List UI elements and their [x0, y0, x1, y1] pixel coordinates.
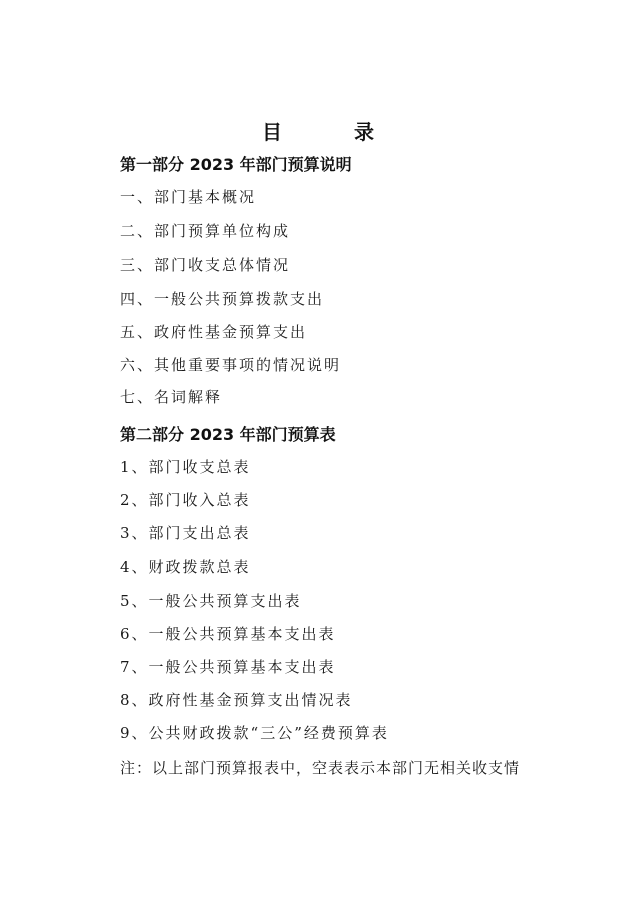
toc-item-part2-8: 8、政府性基金预算支出情况表: [120, 691, 353, 709]
toc-item-part2-9: 9、公共财政拨款“三公”经费预算表: [120, 724, 389, 742]
toc-item-part2-3: 3、部门支出总表: [120, 524, 251, 542]
part1-heading: 第一部分 2023 年部门预算说明: [120, 155, 352, 174]
toc-item-part2-4: 4、财政拨款总表: [120, 558, 251, 576]
toc-item-part1-1: 一、部门基本概况: [120, 188, 257, 206]
toc-item-part2-2: 2、部门收入总表: [120, 491, 251, 509]
footnote: 注：以上部门预算报表中，空表表示本部门无相关收支情: [120, 759, 521, 777]
toc-item-part2-5: 5、一般公共预算支出表: [120, 592, 302, 610]
toc-item-part1-4: 四、一般公共预算拨款支出: [120, 290, 325, 308]
toc-item-part2-7: 7、一般公共预算基本支出表: [120, 658, 336, 676]
toc-item-part2-1: 1、部门收支总表: [120, 458, 251, 476]
toc-item-part1-3: 三、部门收支总体情况: [120, 256, 291, 274]
toc-item-part1-7: 七、名词解释: [120, 388, 223, 406]
toc-item-part1-2: 二、部门预算单位构成: [120, 222, 291, 240]
part2-heading: 第二部分 2023 年部门预算表: [120, 425, 336, 444]
page-title: 目 录: [262, 120, 400, 144]
toc-item-part1-6: 六、其他重要事项的情况说明: [120, 356, 342, 374]
toc-item-part2-6: 6、一般公共预算基本支出表: [120, 625, 336, 643]
toc-item-part1-5: 五、政府性基金预算支出: [120, 323, 308, 341]
